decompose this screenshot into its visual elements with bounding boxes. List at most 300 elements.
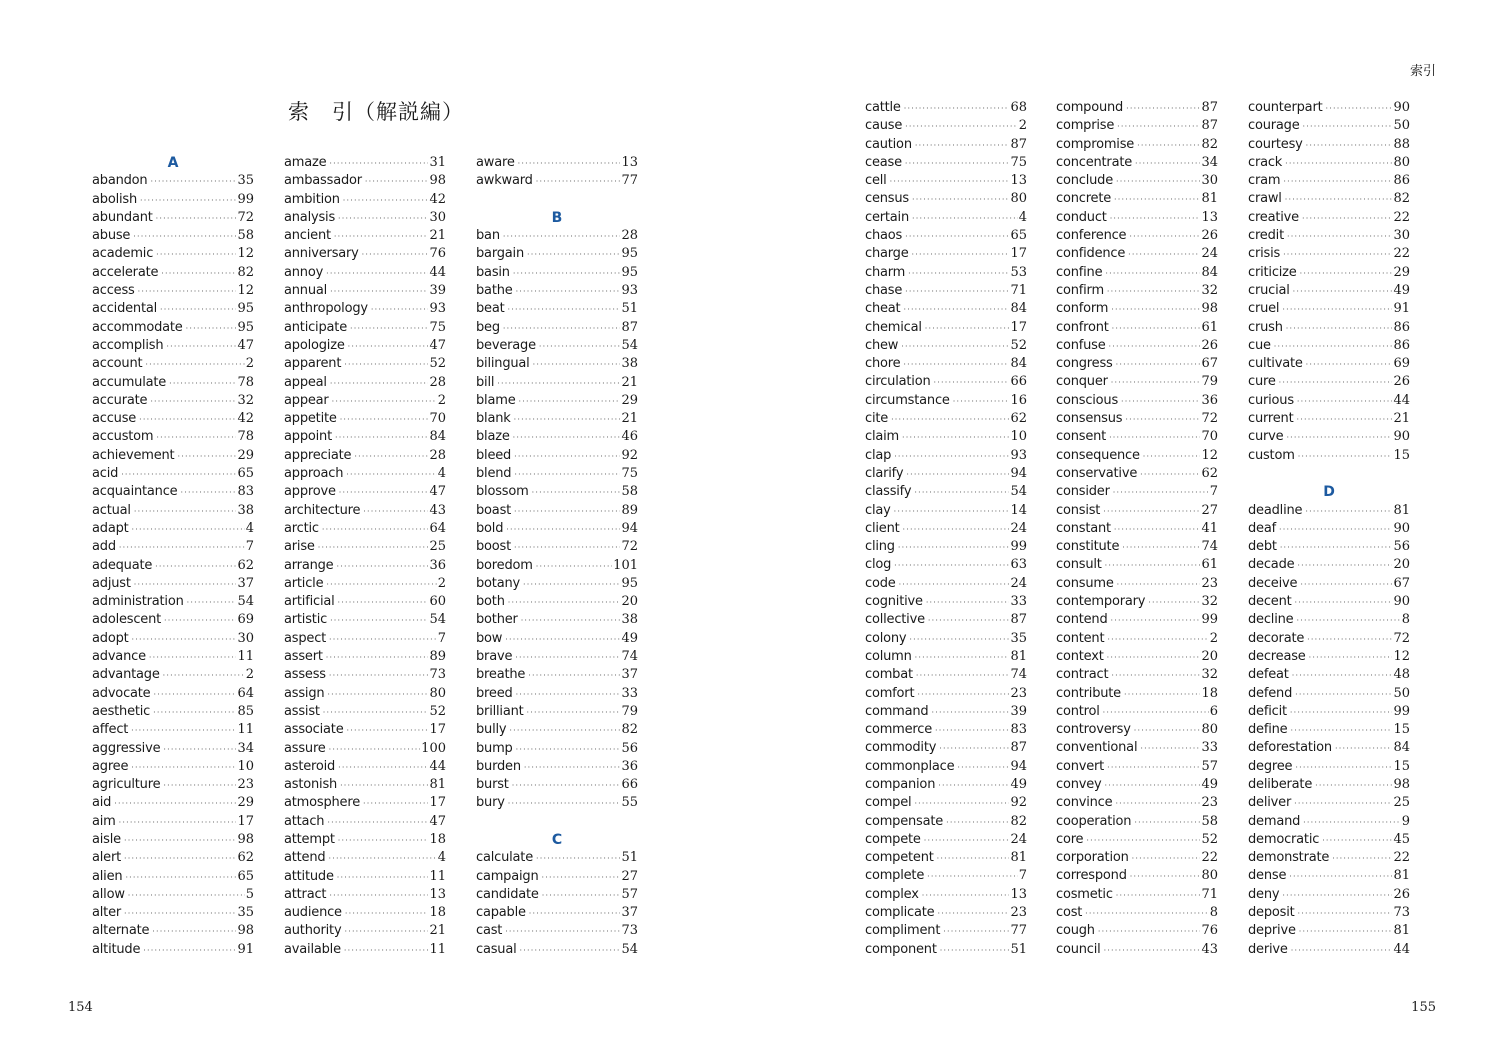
index-entry bbox=[92, 703, 254, 721]
index-entry bbox=[92, 941, 254, 959]
dot-leader bbox=[924, 832, 1010, 850]
entry-word: consequence bbox=[1056, 447, 1140, 463]
dot-leader bbox=[177, 448, 236, 466]
dot-leader bbox=[1105, 777, 1201, 795]
letter-heading: D bbox=[1323, 484, 1335, 501]
entry-word: defend bbox=[1248, 685, 1293, 701]
entry-word: deliberate bbox=[1248, 776, 1313, 792]
index-entry bbox=[92, 740, 254, 758]
index-entry bbox=[1056, 136, 1218, 154]
dot-leader bbox=[1107, 283, 1201, 301]
index-entry bbox=[1056, 813, 1218, 831]
entry-word: deceive bbox=[1248, 575, 1298, 591]
index-entry bbox=[284, 154, 446, 172]
entry-word: adolescent bbox=[92, 612, 162, 628]
entry-page-number: 48 bbox=[1393, 667, 1410, 683]
entry-page-number: 42 bbox=[429, 191, 446, 207]
entry-word: aspect bbox=[284, 630, 327, 646]
entry-word: aware bbox=[476, 155, 515, 170]
index-entry bbox=[92, 428, 254, 446]
index-entry bbox=[1248, 758, 1410, 776]
index-entry bbox=[1248, 520, 1410, 538]
entry-page-number: 49 bbox=[1393, 282, 1410, 298]
entry-word: abandon bbox=[92, 173, 148, 189]
index-entry bbox=[1248, 794, 1410, 812]
entry-page-number: 26 bbox=[1393, 374, 1410, 390]
index-entry bbox=[865, 593, 1027, 611]
index-entry bbox=[476, 941, 638, 959]
index-entry bbox=[865, 428, 1027, 446]
index-entry bbox=[1056, 337, 1218, 355]
index-column bbox=[284, 154, 446, 959]
entry-page-number: 74 bbox=[1010, 667, 1027, 683]
entry-word: burden bbox=[476, 758, 521, 774]
index-entry bbox=[1056, 538, 1218, 556]
dot-leader bbox=[132, 631, 237, 649]
entry-page-number: 90 bbox=[1393, 520, 1410, 536]
entry-word: cosmetic bbox=[1056, 886, 1113, 902]
entry-page-number: 29 bbox=[1393, 264, 1410, 280]
dot-leader bbox=[903, 356, 1009, 374]
dot-leader bbox=[329, 631, 437, 649]
dot-leader bbox=[899, 576, 1010, 594]
entry-word: code bbox=[865, 575, 896, 591]
dot-leader bbox=[914, 795, 1009, 813]
dot-leader bbox=[937, 850, 1010, 868]
entry-page-number: 79 bbox=[621, 703, 638, 719]
dot-leader bbox=[1112, 320, 1201, 338]
dot-leader bbox=[527, 704, 621, 722]
entry-page-number: 84 bbox=[1010, 356, 1027, 372]
index-entry bbox=[865, 392, 1027, 410]
entry-word: assert bbox=[284, 649, 323, 665]
dot-leader bbox=[1283, 173, 1392, 191]
index-entry bbox=[476, 611, 638, 629]
index-entry bbox=[1248, 886, 1410, 904]
index-entry bbox=[476, 740, 638, 758]
entry-page-number: 98 bbox=[1201, 301, 1218, 317]
entry-word: contemporary bbox=[1056, 594, 1146, 610]
entry-page-number: 51 bbox=[1010, 941, 1027, 957]
entry-page-number: 15 bbox=[1393, 758, 1410, 774]
dot-leader bbox=[940, 942, 1010, 960]
index-entry bbox=[1056, 867, 1218, 885]
dot-leader bbox=[1300, 576, 1392, 594]
entry-word: democratic bbox=[1248, 831, 1320, 847]
dot-leader bbox=[326, 265, 428, 283]
dot-leader bbox=[1114, 191, 1200, 209]
entry-page-number: 82 bbox=[237, 264, 254, 280]
index-entry bbox=[476, 374, 638, 392]
index-entry bbox=[1056, 904, 1218, 922]
dot-leader bbox=[337, 869, 429, 887]
dot-leader bbox=[114, 795, 236, 813]
entry-page-number: 11 bbox=[429, 941, 446, 957]
index-entry bbox=[284, 886, 446, 904]
entry-word: astonish bbox=[284, 777, 338, 793]
index-entry bbox=[1056, 611, 1218, 629]
entry-page-number: 47 bbox=[429, 813, 446, 829]
dot-leader bbox=[1306, 356, 1393, 374]
entry-word: commonplace bbox=[865, 758, 955, 774]
dot-leader bbox=[1315, 777, 1392, 795]
entry-word: debt bbox=[1248, 539, 1277, 555]
entry-page-number: 81 bbox=[429, 777, 446, 793]
dot-leader bbox=[1086, 832, 1200, 850]
dot-leader bbox=[890, 173, 1010, 191]
dot-leader bbox=[503, 228, 621, 246]
index-entry bbox=[476, 849, 638, 867]
index-entry bbox=[284, 740, 446, 758]
entry-word: conventional bbox=[1056, 740, 1138, 756]
dot-leader bbox=[1116, 173, 1200, 191]
entry-page-number: 36 bbox=[621, 758, 638, 774]
entry-page-number: 58 bbox=[237, 228, 254, 244]
index-entry bbox=[1056, 355, 1218, 373]
entry-word: decrease bbox=[1248, 648, 1306, 664]
dot-leader bbox=[946, 814, 1009, 832]
entry-word: anthropology bbox=[284, 301, 368, 317]
index-entry bbox=[476, 428, 638, 446]
entry-page-number: 82 bbox=[621, 722, 638, 738]
index-entry bbox=[92, 374, 254, 392]
entry-word: academic bbox=[92, 246, 154, 262]
dot-leader bbox=[1107, 649, 1201, 667]
index-entry bbox=[1248, 538, 1410, 556]
dot-leader bbox=[1285, 155, 1392, 173]
entry-word: bow bbox=[476, 630, 503, 646]
index-entry bbox=[1056, 373, 1218, 391]
index-entry bbox=[1056, 245, 1218, 263]
entry-page-number: 50 bbox=[1393, 118, 1410, 134]
entry-word: congress bbox=[1056, 356, 1113, 372]
index-entry bbox=[865, 337, 1027, 355]
entry-page-number: 22 bbox=[1201, 850, 1218, 866]
dot-leader bbox=[1134, 722, 1201, 740]
entry-word: cause bbox=[865, 118, 903, 134]
entry-word: apologize bbox=[284, 337, 345, 353]
entry-word: deliver bbox=[1248, 795, 1292, 811]
entry-page-number: 22 bbox=[1393, 850, 1410, 866]
dot-leader bbox=[925, 320, 1010, 338]
index-entry bbox=[92, 410, 254, 428]
dot-leader bbox=[1306, 137, 1393, 155]
entry-word: attend bbox=[284, 850, 326, 866]
entry-page-number: 78 bbox=[237, 429, 254, 445]
entry-page-number: 99 bbox=[1201, 612, 1218, 628]
index-entry bbox=[92, 904, 254, 922]
entry-word: decorate bbox=[1248, 630, 1305, 646]
dot-leader bbox=[1125, 411, 1200, 429]
entry-word: ancient bbox=[284, 228, 331, 244]
entry-word: circulation bbox=[865, 374, 931, 390]
dot-leader bbox=[514, 503, 620, 521]
entry-page-number: 54 bbox=[621, 337, 638, 353]
entry-page-number: 21 bbox=[621, 411, 638, 427]
index-entry bbox=[476, 794, 638, 812]
entry-page-number: 70 bbox=[429, 411, 446, 427]
dot-leader bbox=[156, 210, 237, 228]
entry-page-number: 12 bbox=[1201, 447, 1218, 463]
entry-page-number: 95 bbox=[621, 264, 638, 280]
entry-page-number: 7 bbox=[437, 630, 446, 646]
dot-leader bbox=[1291, 942, 1393, 960]
entry-word: consider bbox=[1056, 484, 1110, 500]
dot-leader bbox=[912, 210, 1018, 228]
entry-word: core bbox=[1056, 831, 1084, 847]
dot-leader bbox=[915, 137, 1010, 155]
entry-word: consist bbox=[1056, 502, 1101, 518]
entry-page-number: 87 bbox=[1201, 100, 1218, 115]
index-entry bbox=[284, 392, 446, 410]
index-entry bbox=[1056, 685, 1218, 703]
entry-word: classify bbox=[865, 484, 912, 500]
index-entry bbox=[1248, 319, 1410, 337]
dot-leader bbox=[1286, 429, 1392, 447]
dot-leader bbox=[902, 429, 1009, 447]
entry-page-number: 5 bbox=[245, 886, 254, 902]
entry-page-number: 17 bbox=[429, 795, 446, 811]
dot-leader bbox=[927, 868, 1018, 886]
index-entry bbox=[865, 575, 1027, 593]
dot-leader bbox=[330, 375, 429, 393]
dot-leader bbox=[1134, 814, 1200, 832]
entry-word: clog bbox=[865, 557, 892, 573]
entry-word: control bbox=[1056, 703, 1100, 719]
dot-leader bbox=[150, 393, 236, 411]
entry-word: consult bbox=[1056, 557, 1102, 573]
dot-leader bbox=[516, 686, 621, 704]
index-entry bbox=[92, 227, 254, 245]
index-entry bbox=[865, 794, 1027, 812]
entry-page-number: 2 bbox=[245, 667, 254, 683]
entry-page-number: 30 bbox=[1201, 173, 1218, 189]
dot-leader bbox=[180, 484, 236, 502]
dot-leader bbox=[898, 539, 1010, 557]
dot-leader bbox=[1292, 667, 1393, 685]
entry-word: bump bbox=[476, 740, 513, 756]
index-entry bbox=[284, 538, 446, 556]
index-entry bbox=[1056, 648, 1218, 666]
dot-leader bbox=[508, 594, 621, 612]
dot-leader bbox=[323, 704, 429, 722]
index-entry bbox=[92, 922, 254, 940]
entry-page-number: 41 bbox=[1201, 520, 1218, 536]
entry-page-number: 98 bbox=[1393, 776, 1410, 792]
entry-page-number: 13 bbox=[429, 886, 446, 902]
entry-page-number: 44 bbox=[1393, 941, 1410, 957]
entry-page-number: 28 bbox=[621, 228, 638, 244]
entry-word: concentrate bbox=[1056, 154, 1133, 170]
entry-page-number: 17 bbox=[1010, 319, 1027, 335]
index-entry bbox=[92, 758, 254, 776]
entry-page-number: 24 bbox=[1010, 520, 1027, 536]
entry-word: conform bbox=[1056, 301, 1109, 317]
index-entry bbox=[865, 282, 1027, 300]
dot-leader bbox=[532, 484, 621, 502]
index-entry bbox=[1056, 410, 1218, 428]
dot-leader bbox=[518, 155, 621, 173]
entry-page-number: 63 bbox=[1010, 557, 1027, 573]
entry-page-number: 72 bbox=[237, 209, 254, 225]
dot-leader bbox=[1121, 393, 1200, 411]
entry-page-number: 32 bbox=[1201, 667, 1218, 683]
entry-word: decade bbox=[1248, 557, 1295, 573]
dot-leader bbox=[934, 374, 1010, 392]
index-entry bbox=[1056, 483, 1218, 501]
entry-word: bother bbox=[476, 612, 518, 628]
entry-word: curve bbox=[1248, 429, 1284, 445]
index-entry bbox=[476, 648, 638, 666]
dot-leader bbox=[1107, 631, 1208, 649]
dot-leader bbox=[327, 814, 428, 832]
index-entry bbox=[92, 319, 254, 337]
dot-leader bbox=[905, 228, 1009, 246]
entry-page-number: 87 bbox=[621, 319, 638, 335]
dot-leader bbox=[328, 850, 436, 868]
dot-leader bbox=[1298, 905, 1393, 923]
index-entry bbox=[865, 355, 1027, 373]
index-entry bbox=[92, 300, 254, 318]
index-entry bbox=[476, 319, 638, 337]
entry-word: assure bbox=[284, 740, 326, 756]
dot-leader bbox=[505, 631, 620, 649]
entry-word: consent bbox=[1056, 429, 1107, 445]
index-entry bbox=[865, 154, 1027, 172]
entry-page-number: 80 bbox=[1201, 722, 1218, 738]
dot-leader bbox=[903, 301, 1009, 319]
index-entry bbox=[865, 447, 1027, 465]
index-entry bbox=[92, 593, 254, 611]
index-entry bbox=[1248, 849, 1410, 867]
entry-page-number: 91 bbox=[1393, 301, 1410, 317]
entry-word: adopt bbox=[92, 630, 129, 646]
index-entry bbox=[1248, 300, 1410, 318]
entry-page-number: 62 bbox=[237, 557, 254, 573]
entry-word: content bbox=[1056, 630, 1105, 646]
entry-page-number: 17 bbox=[237, 813, 254, 829]
dot-leader bbox=[508, 301, 621, 319]
entry-page-number: 51 bbox=[621, 301, 638, 317]
index-entry bbox=[1056, 703, 1218, 721]
dot-leader bbox=[1116, 356, 1201, 374]
dot-leader bbox=[1285, 191, 1393, 209]
index-entry bbox=[865, 172, 1027, 190]
entry-page-number: 80 bbox=[429, 685, 446, 701]
entry-page-number: 11 bbox=[429, 868, 446, 884]
dot-leader bbox=[131, 722, 236, 740]
index-entry bbox=[865, 941, 1027, 959]
dot-leader bbox=[1117, 118, 1200, 136]
dot-leader bbox=[542, 869, 621, 887]
entry-page-number: 81 bbox=[1393, 868, 1410, 884]
index-entry bbox=[284, 282, 446, 300]
entry-word: article bbox=[284, 575, 324, 591]
index-entry bbox=[1248, 867, 1410, 885]
entry-word: cell bbox=[865, 173, 887, 189]
entry-word: council bbox=[1056, 941, 1101, 957]
entry-word: certain bbox=[865, 209, 910, 225]
entry-page-number: 6 bbox=[1209, 703, 1218, 719]
entry-page-number: 32 bbox=[237, 392, 254, 408]
entry-word: acquaintance bbox=[92, 484, 178, 500]
dot-leader bbox=[905, 155, 1010, 173]
dot-leader bbox=[536, 850, 620, 868]
dot-leader bbox=[1103, 503, 1200, 521]
index-entry bbox=[476, 575, 638, 593]
entry-word: beverage bbox=[476, 337, 536, 353]
entry-page-number: 25 bbox=[429, 539, 446, 555]
section-gap bbox=[476, 813, 638, 831]
index-entry bbox=[1056, 721, 1218, 739]
index-entry bbox=[476, 776, 638, 794]
entry-page-number: 2 bbox=[437, 392, 446, 408]
entry-word: conduct bbox=[1056, 209, 1107, 225]
entry-word: advantage bbox=[92, 667, 160, 683]
dot-leader bbox=[326, 649, 429, 667]
entry-page-number: 25 bbox=[1393, 795, 1410, 811]
index-entry bbox=[284, 483, 446, 501]
entry-page-number: 23 bbox=[237, 777, 254, 793]
index-entry bbox=[92, 392, 254, 410]
dot-leader bbox=[156, 246, 236, 264]
entry-word: curious bbox=[1248, 392, 1294, 408]
entry-word: deforestation bbox=[1248, 740, 1332, 756]
letter-heading: B bbox=[551, 209, 563, 226]
index-entry bbox=[1056, 758, 1218, 776]
entry-word: colony bbox=[865, 630, 907, 646]
dot-leader bbox=[1122, 539, 1200, 557]
entry-page-number: 22 bbox=[1393, 209, 1410, 225]
entry-word: approve bbox=[284, 484, 336, 500]
dot-leader bbox=[139, 411, 236, 429]
dot-leader bbox=[1143, 448, 1201, 466]
index-column bbox=[1248, 99, 1410, 959]
dot-leader bbox=[1290, 722, 1392, 740]
dot-leader bbox=[163, 777, 236, 795]
entry-word: alternate bbox=[92, 923, 150, 939]
entry-page-number: 92 bbox=[1010, 795, 1027, 811]
entry-word: actual bbox=[92, 502, 131, 518]
dot-leader bbox=[119, 539, 245, 557]
index-entry bbox=[92, 209, 254, 227]
dot-leader bbox=[338, 832, 429, 850]
dot-leader bbox=[1282, 887, 1392, 905]
entry-word: awkward bbox=[476, 173, 533, 189]
dot-leader bbox=[922, 887, 1010, 905]
entry-word: chaos bbox=[865, 228, 903, 244]
entry-page-number: 30 bbox=[429, 209, 446, 225]
index-entry bbox=[865, 410, 1027, 428]
index-entry bbox=[476, 245, 638, 263]
entry-word: cite bbox=[865, 411, 889, 427]
entry-word: bilingual bbox=[476, 356, 530, 372]
dot-leader bbox=[347, 722, 429, 740]
index-entry bbox=[865, 611, 1027, 629]
entry-word: associate bbox=[284, 722, 344, 738]
index-entry bbox=[92, 502, 254, 520]
dot-leader bbox=[133, 228, 236, 246]
entry-word: blossom bbox=[476, 484, 529, 500]
entry-word: cruel bbox=[1248, 301, 1280, 317]
entry-word: appetite bbox=[284, 411, 337, 427]
index-entry bbox=[476, 282, 638, 300]
entry-word: crisis bbox=[1248, 246, 1281, 262]
entry-page-number: 80 bbox=[1010, 191, 1027, 207]
dot-leader bbox=[1129, 228, 1200, 246]
entry-word: appreciate bbox=[284, 447, 352, 463]
entry-word: add bbox=[92, 539, 116, 555]
